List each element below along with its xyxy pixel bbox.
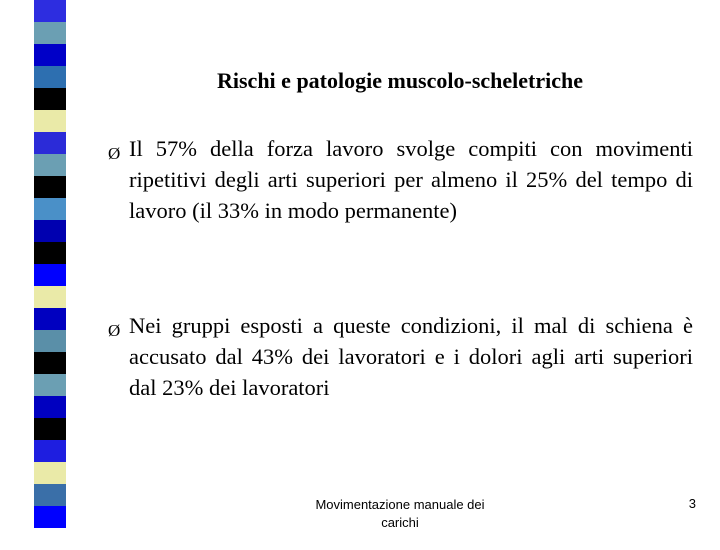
stripe-cell bbox=[34, 330, 66, 352]
bullet-arrow-icon: Ø bbox=[108, 321, 121, 340]
stripe-cell bbox=[34, 0, 66, 22]
bullet-text-2: Nei gruppi esposti a queste condizioni, il mal di schiena è accusato dal 43% dei lavoratori e i dolori agli arti superiori dal 23% dei lavoratori bbox=[129, 313, 693, 400]
stripe-cell bbox=[34, 44, 66, 66]
stripe-cell bbox=[34, 528, 66, 550]
stripe-cell bbox=[34, 484, 66, 506]
stripe-cell bbox=[34, 506, 66, 528]
stripe-cell bbox=[34, 264, 66, 286]
stripe-cell bbox=[34, 308, 66, 330]
stripe-cell bbox=[34, 396, 66, 418]
decorative-stripe bbox=[34, 0, 66, 540]
stripe-cell bbox=[34, 242, 66, 264]
stripe-cell bbox=[34, 418, 66, 440]
stripe-cell bbox=[34, 110, 66, 132]
stripe-cell bbox=[34, 220, 66, 242]
slide-title: Rischi e patologie muscolo-scheletriche bbox=[217, 68, 583, 93]
footer-text: Movimentazione manuale dei carichi bbox=[315, 497, 485, 530]
stripe-cell bbox=[34, 198, 66, 220]
stripe-cell bbox=[34, 352, 66, 374]
stripe-cell bbox=[34, 132, 66, 154]
stripe-cell bbox=[34, 440, 66, 462]
bullet-arrow-icon: Ø bbox=[108, 144, 121, 163]
stripe-cell bbox=[34, 286, 66, 308]
stripe-cell bbox=[34, 176, 66, 198]
stripe-cell bbox=[34, 66, 66, 88]
page-number: 3 bbox=[688, 496, 696, 511]
stripe-cell bbox=[34, 462, 66, 484]
bullet-text-1: Il 57% della forza lavoro svolge compiti con movimenti ripetitivi degli arti superiori per almeno il 25% del tempo di lavoro (il 33% in modo permanente) bbox=[129, 136, 693, 223]
stripe-cell bbox=[34, 88, 66, 110]
stripe-cell bbox=[34, 22, 66, 44]
stripe-cell bbox=[34, 374, 66, 396]
stripe-cell bbox=[34, 154, 66, 176]
